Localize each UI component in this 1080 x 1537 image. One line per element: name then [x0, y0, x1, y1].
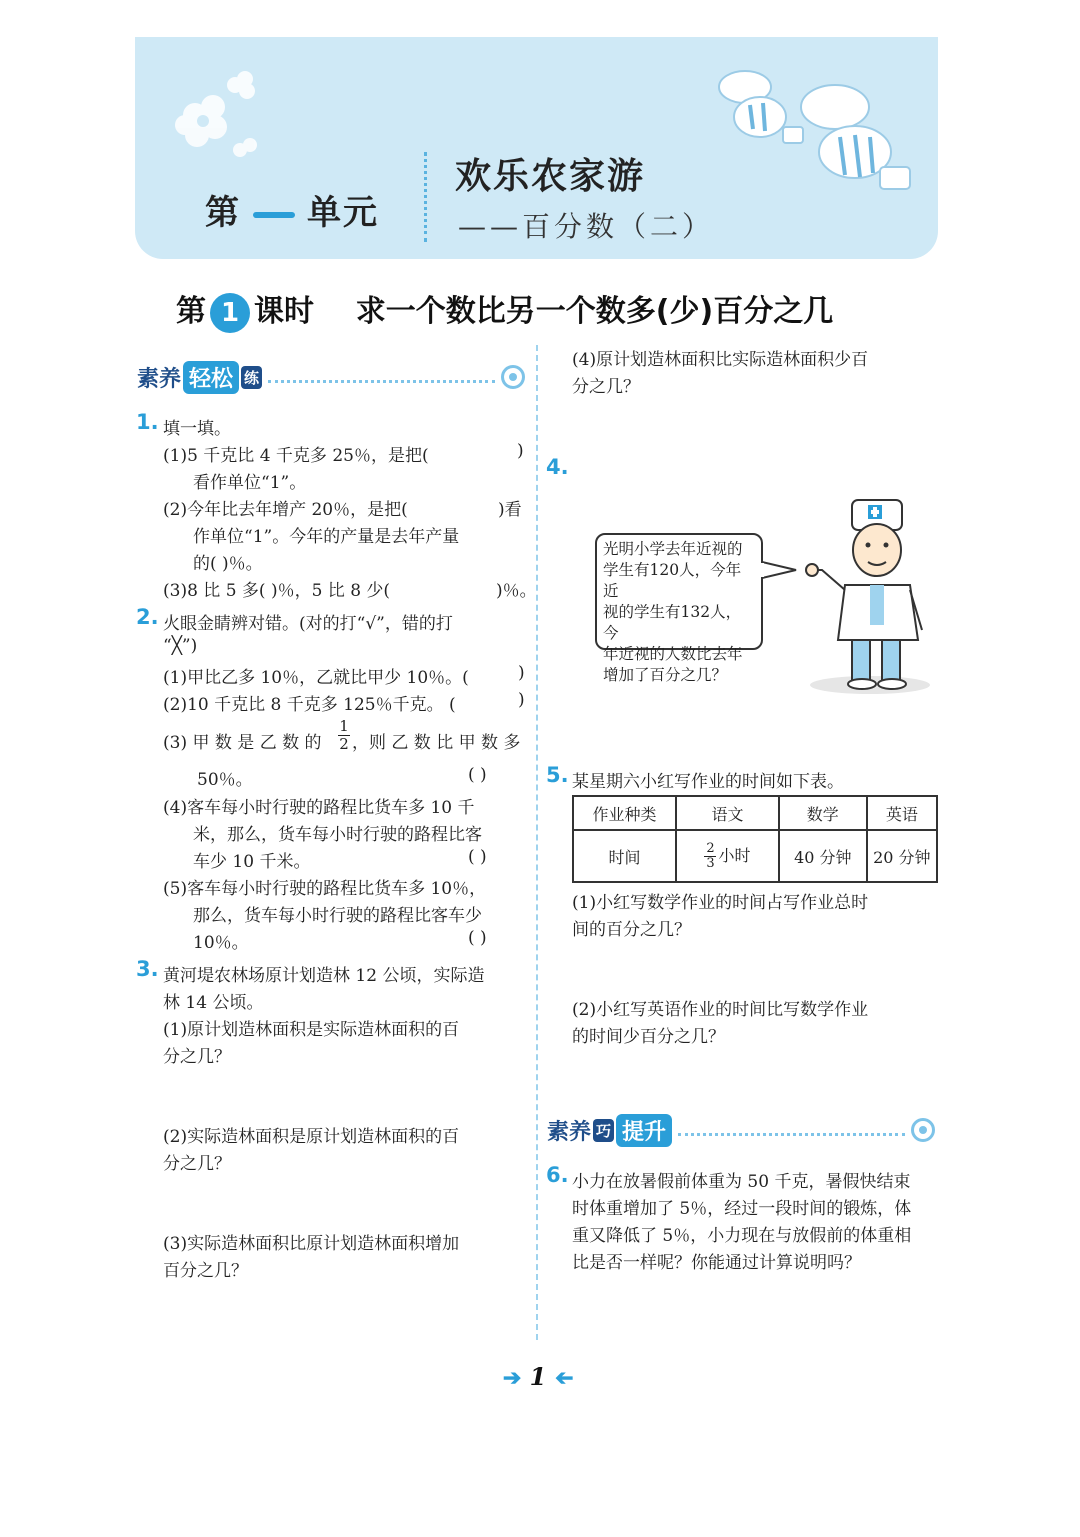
judge-item: 米，那么，货车每小时行驶的路程比客: [193, 825, 482, 845]
question-number: 5.: [546, 763, 569, 787]
question-number: 3.: [136, 957, 159, 981]
doctor-illustration: [600, 490, 940, 705]
question-stem: “╳”): [163, 636, 198, 656]
question-number: 4.: [546, 455, 569, 479]
judge-item: 50％。: [197, 770, 253, 790]
q6-line: 比是否一样呢？你能通过计算说明吗？: [572, 1253, 861, 1273]
unit-number-one: [253, 212, 295, 218]
q1-line: (1)5 千克比 4 千克多 25％，是把(: [163, 446, 429, 466]
sub-question: 分之几？: [163, 1047, 231, 1067]
sub-question: (1)原计划造林面积是实际造林面积的百: [163, 1020, 460, 1040]
dotted-line: [678, 1133, 905, 1136]
q1-line: 作单位“1”。今年的产量是去年产量: [193, 527, 460, 547]
section-tag-practice: 素养 轻松 练: [137, 360, 525, 394]
column-divider: [536, 345, 538, 1340]
table-row: [573, 796, 937, 830]
sub-question: 间的百分之几？: [572, 920, 691, 940]
q1-mark: )％。: [496, 581, 537, 601]
sub-question: (4)原计划造林面积比实际造林面积少百: [572, 350, 869, 370]
judge-item: 车少 10 千米。: [193, 852, 311, 872]
fraction-one-half: 1 2: [339, 717, 349, 753]
q6-line: 时体重增加了 5％，经过一段时间的锻炼，体: [572, 1199, 912, 1219]
table-header: 英语: [867, 796, 937, 830]
answer-paren[interactable]: ( ): [468, 765, 487, 785]
q1-line: (2)今年比去年增产 20％，是把(: [163, 500, 408, 520]
judge-item: (4)客车每小时行驶的路程比货车多 10 千: [163, 798, 475, 818]
lesson-title: 第 1 课时 求一个数比另一个数多(少)百分之几: [176, 286, 833, 333]
sub-question: (2)小红写英语作业的时间比写数学作业: [572, 1000, 869, 1020]
q1-line: 的( )％。: [193, 554, 263, 574]
sub-question: (3)实际造林面积比原计划造林面积增加: [163, 1234, 460, 1254]
bee-decoration: [705, 57, 935, 207]
q6-line: 小力在放暑假前体重为 50 千克，暑假快结束: [572, 1172, 911, 1192]
answer-paren[interactable]: ( ): [468, 928, 487, 948]
table-row: [573, 830, 937, 882]
judge-item: (1)甲比乙多 10％，乙就比甲少 10％。(: [163, 668, 469, 688]
question-stem: 某星期六小红写作业的时间如下表。: [572, 772, 844, 792]
question-stem: 填一填。: [163, 419, 231, 439]
page-number: ➔ 1 ➔: [502, 1362, 574, 1391]
judge-item: 10％。: [193, 933, 249, 953]
sub-question: 的时间少百分之几？: [572, 1027, 725, 1047]
sub-question: (2)实际造林面积是原计划造林面积的百: [163, 1127, 460, 1147]
flower-decoration: [155, 55, 265, 165]
question-number: 2.: [136, 605, 159, 629]
question-stem: 黄河堤农林场原计划造林 12 公顷，实际造: [163, 966, 485, 986]
table-cell: 时间: [573, 830, 676, 882]
judge-item: ，则 乙 数 比 甲 数 多: [352, 733, 521, 753]
q1-mark: )看: [498, 500, 522, 520]
sub-question: 分之几？: [572, 377, 640, 397]
table-cell: $\frac{2}{3}$ 小时: [676, 830, 779, 882]
arrow-right-icon: ➔: [502, 1365, 522, 1391]
target-icon: [911, 1118, 935, 1142]
unit-subtitle: ——百分数（二）: [458, 210, 715, 243]
question-stem: 火眼金睛辨对错。(对的打“√”，错的打: [163, 614, 453, 634]
table-cell: 40 分钟: [779, 830, 867, 882]
target-icon: [501, 365, 525, 389]
sub-question: 百分之几？: [163, 1261, 248, 1281]
unit-label: 第 单元: [205, 193, 379, 233]
judge-item: (3) 甲 数 是 乙 数 的: [163, 733, 322, 753]
lesson-number-badge: 1: [210, 293, 250, 333]
speech-bubble: 光明小学去年近视的 学生有120人，今年近 视的学生有132人，今 年近视的人数比去年 增加了百分之几？: [595, 533, 763, 650]
fraction-two-thirds: $\frac{2}{3}$: [706, 840, 715, 871]
q1-line: 看作单位“1”。: [193, 473, 307, 493]
answer-paren[interactable]: ( ): [468, 847, 487, 867]
section-tag-improve: 素养 巧 提升: [547, 1113, 935, 1147]
question-number: 1.: [136, 410, 159, 434]
judge-item: (5)客车每小时行驶的路程比货车多 10％，: [163, 879, 487, 899]
judge-item: (2)10 千克比 8 千克多 125％千克。 (: [163, 695, 456, 715]
sub-question: 分之几？: [163, 1154, 231, 1174]
table-header: 数学: [779, 796, 867, 830]
judge-item: 那么，货车每小时行驶的路程比客车少: [193, 906, 482, 926]
homework-time-table: [572, 795, 938, 883]
dotted-line: [268, 380, 495, 383]
q6-line: 重又降低了 5％，小力现在与放假前的体重相: [572, 1226, 912, 1246]
question-stem: 林 14 公顷。: [163, 993, 264, 1013]
question-number: 6.: [546, 1163, 569, 1187]
q1-mark: ): [517, 441, 524, 461]
table-cell: 20 分钟: [867, 830, 937, 882]
q1-line: (3)8 比 5 多( )％，5 比 8 少(: [163, 581, 391, 601]
answer-paren: ): [518, 663, 525, 683]
table-header: 作业种类: [573, 796, 676, 830]
unit-title: 欢乐农家游: [455, 156, 646, 197]
sub-question: (1)小红写数学作业的时间占写作业总时: [572, 893, 869, 913]
banner-divider: [424, 152, 427, 242]
arrow-left-icon: ➔: [554, 1365, 574, 1391]
answer-paren: ): [518, 690, 525, 710]
table-header: 语文: [676, 796, 779, 830]
